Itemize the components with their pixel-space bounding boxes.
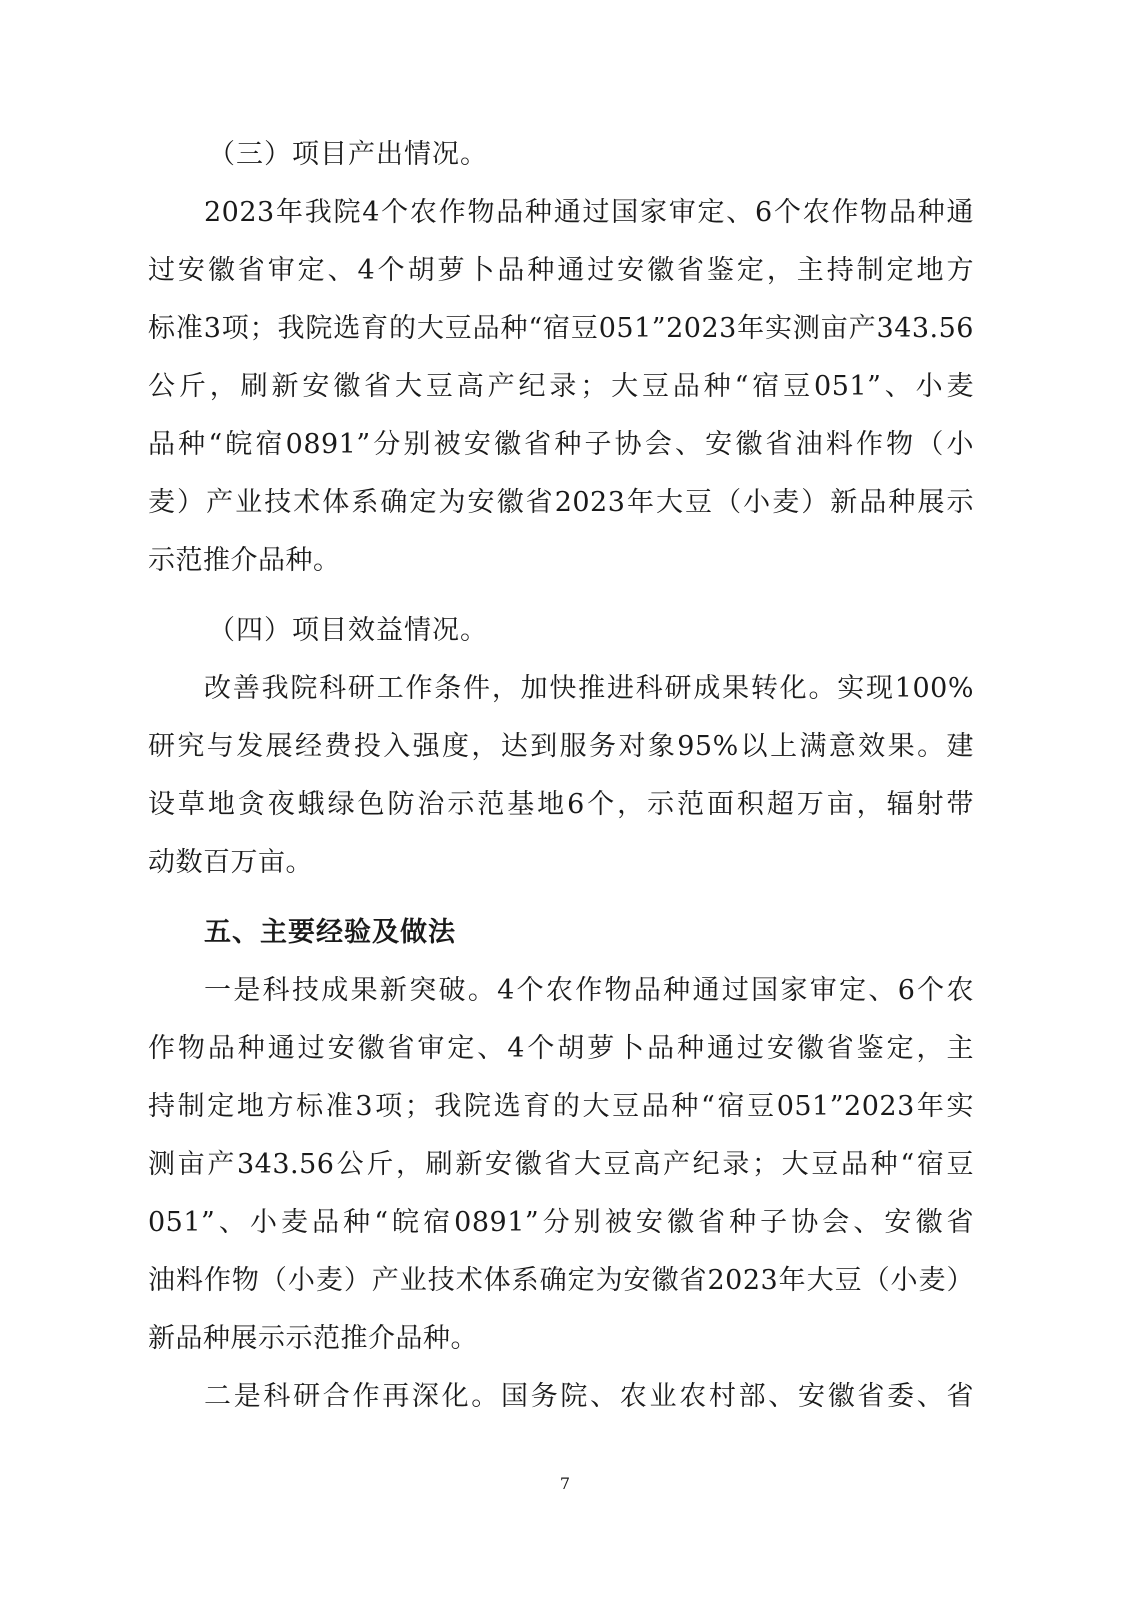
paragraph-line: 持制定地方标准3项；我院选育的大豆品种“宿豆051”2023年实 xyxy=(148,1091,974,1122)
paragraph-line: 公斤，刷新安徽省大豆高产纪录；大豆品种“宿豆051”、小麦 xyxy=(148,371,974,402)
paragraph-line: 设草地贪夜蛾绿色防治示范基地6个，示范面积超万亩，辐射带 xyxy=(148,789,974,820)
paragraph-line: 过安徽省审定、4个胡萝卜品种通过安徽省鉴定，主持制定地方 xyxy=(148,255,974,286)
paragraph-line: 油料作物（小麦）产业技术体系确定为安徽省2023年大豆（小麦） xyxy=(148,1265,974,1296)
paragraph-line: 新品种展示示范推介品种。 xyxy=(148,1323,478,1354)
paragraph-line: 051”、小麦品种“皖宿0891”分别被安徽省种子协会、安徽省 xyxy=(148,1207,974,1238)
section-heading-experience: 五、主要经验及做法 xyxy=(204,917,456,948)
paragraph-line: 测亩产343.56公斤，刷新安徽省大豆高产纪录；大豆品种“宿豆 xyxy=(148,1149,974,1180)
paragraph-line: 研究与发展经费投入强度，达到服务对象95%以上满意效果。建 xyxy=(148,731,974,762)
paragraph-line: 作物品种通过安徽省审定、4个胡萝卜品种通过安徽省鉴定，主 xyxy=(148,1033,974,1064)
paragraph-line: 二是科研合作再深化。国务院、农业农村部、安徽省委、省 xyxy=(204,1381,974,1412)
paragraph-line: 一是科技成果新突破。4个农作物品种通过国家审定、6个农 xyxy=(204,975,974,1006)
paragraph-line: 麦）产业技术体系确定为安徽省2023年大豆（小麦）新品种展示 xyxy=(148,487,974,518)
paragraph-line: 动数百万亩。 xyxy=(148,847,313,878)
document-body xyxy=(148,126,974,1426)
paragraph-line: 示范推介品种。 xyxy=(148,545,341,576)
section-heading-output: （三）项目产出情况。 xyxy=(208,139,488,170)
paragraph-line: 2023年我院4个农作物品种通过国家审定、6个农作物品种通 xyxy=(204,197,974,228)
paragraph-line: 改善我院科研工作条件，加快推进科研成果转化。实现100% xyxy=(204,673,974,704)
section-heading-benefit: （四）项目效益情况。 xyxy=(208,615,488,646)
page-number: 7 xyxy=(559,1474,571,1493)
paragraph-line: 品种“皖宿0891”分别被安徽省种子协会、安徽省油料作物（小 xyxy=(148,429,974,460)
paragraph-line: 标准3项；我院选育的大豆品种“宿豆051”2023年实测亩产343.56 xyxy=(148,313,974,344)
